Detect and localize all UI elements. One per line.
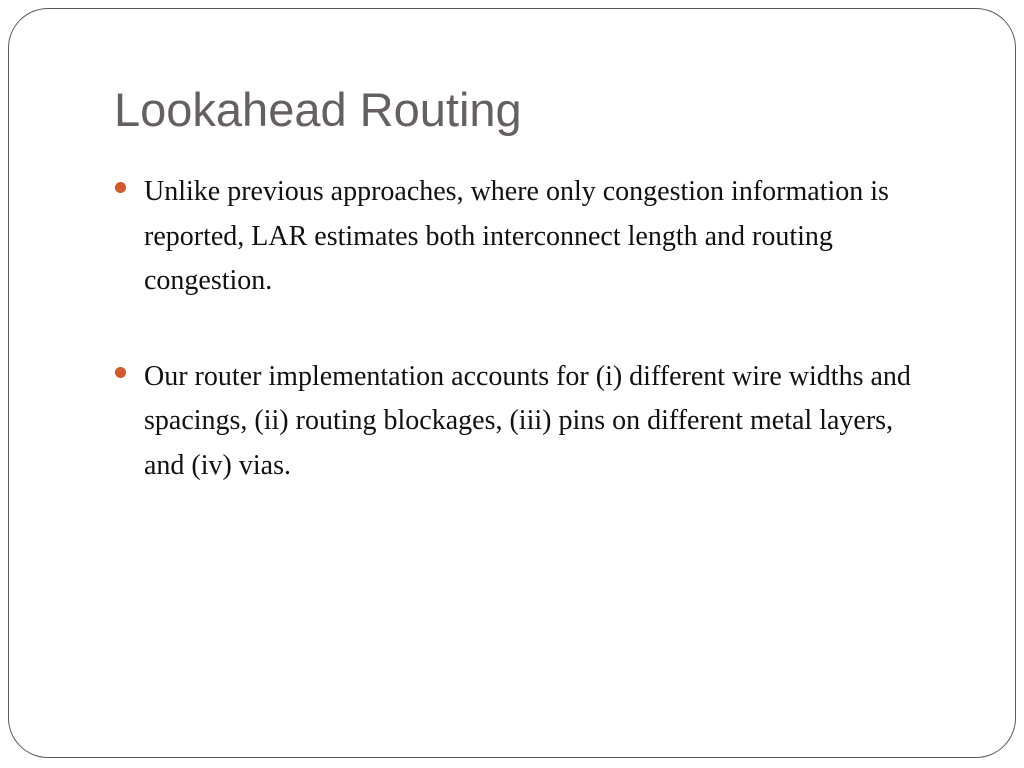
bullet-item bbox=[114, 170, 934, 304]
bullet-list bbox=[114, 170, 934, 539]
bullet-text: Unlike previous approaches, where only congestion information is reported, LAR estimates both interconnect length and routing congestion. bbox=[144, 176, 889, 296]
slide-title: Lookahead Routing bbox=[114, 83, 522, 136]
bullet-item bbox=[114, 355, 934, 489]
bullet-text: Our router implementation accounts for (i) different wire widths and spacings, (ii) routing blockages, (iii) pins on different metal layers, and (iv) vias. bbox=[144, 360, 911, 481]
bullet-dot-icon bbox=[115, 182, 126, 193]
bullet-dot-icon bbox=[115, 367, 126, 378]
